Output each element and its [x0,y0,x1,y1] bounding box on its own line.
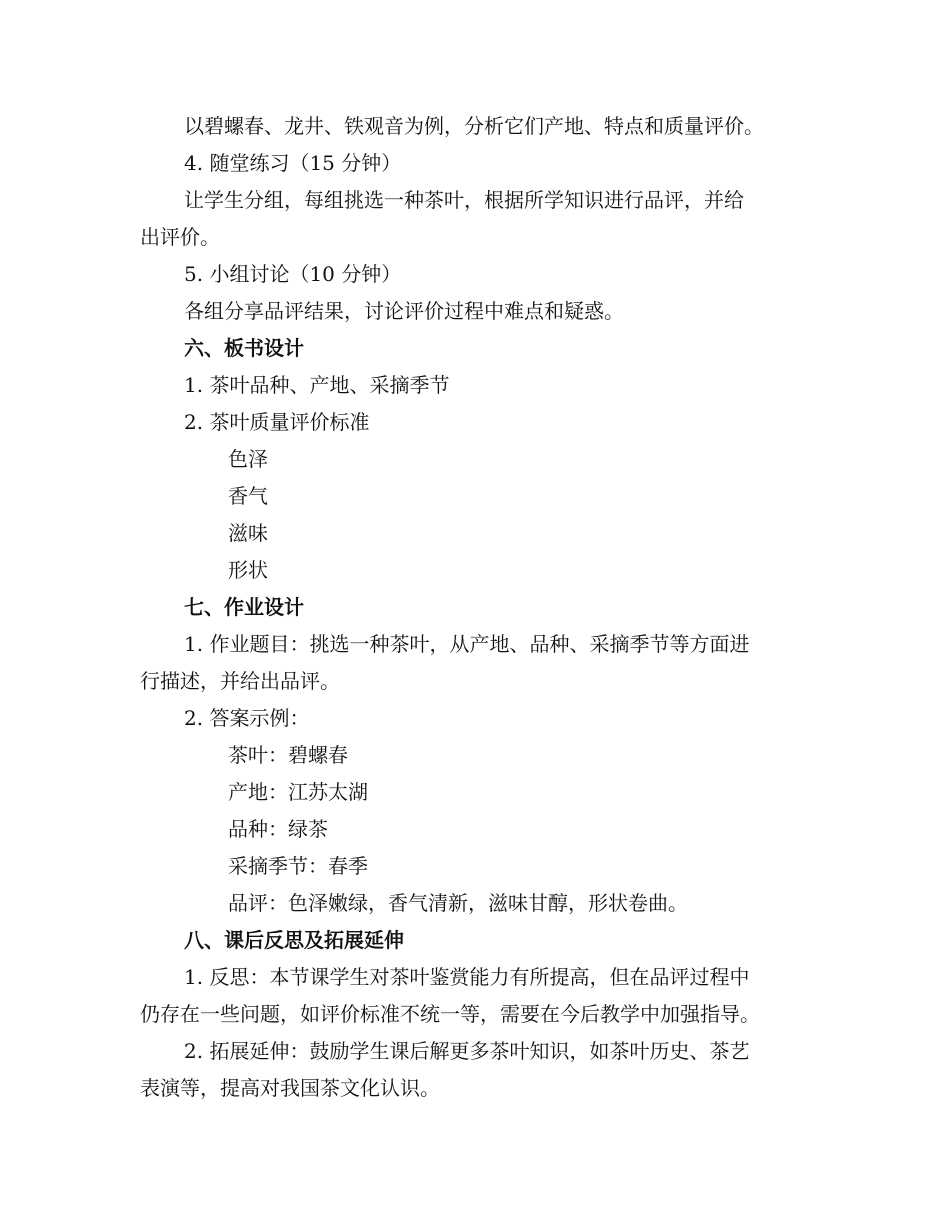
answer-tea: 茶叶：碧螺春 [228,743,348,767]
answer-season: 采摘季节：春季 [228,854,368,878]
reflection-line-2: 仍存在一些问题，如评价标准不统一等，需要在今后教学中加强指导。 [140,1002,760,1026]
item-in-class-practice: 4. 随堂练习（15 分钟） [184,151,402,175]
criterion-shape: 形状 [228,558,268,582]
answer-review: 品评：色泽嫩绿，香气清新，滋味甘醇，形状卷曲。 [228,891,688,915]
reflection-line-1: 1. 反思：本节课学生对茶叶鉴赏能力有所提高，但在品评过程中 [184,965,750,989]
criterion-aroma: 香气 [228,484,268,508]
board-item-1: 1. 茶叶品种、产地、采摘季节 [184,373,450,397]
item-group-discussion: 5. 小组讨论（10 分钟） [184,262,402,286]
criterion-taste: 滋味 [228,521,268,545]
heading-homework-design: 七、作业设计 [184,595,304,619]
answer-variety: 品种：绿茶 [228,817,328,841]
paragraph-analysis-examples: 以碧螺春、龙井、铁观音为例，分析它们产地、特点和质量评价。 [184,114,764,138]
paragraph-discussion: 各组分享品评结果，讨论评价过程中难点和疑惑。 [184,299,624,323]
homework-item-1-line-2: 行描述，并给出品评。 [140,669,340,693]
extension-line-2: 表演等，提高对我国茶文化认识。 [140,1076,440,1100]
homework-item-2: 2. 答案示例： [184,706,310,730]
homework-item-1-line-1: 1. 作业题目：挑选一种茶叶，从产地、品种、采摘季节等方面进 [184,632,750,656]
criterion-color: 色泽 [228,447,268,471]
answer-origin: 产地：江苏太湖 [228,780,368,804]
paragraph-practice-line-1: 让学生分组，每组挑选一种茶叶，根据所学知识进行品评，并给 [184,188,744,212]
extension-line-1: 2. 拓展延伸：鼓励学生课后解更多茶叶知识，如茶叶历史、茶艺 [184,1039,750,1063]
board-item-2: 2. 茶叶质量评价标准 [184,410,370,434]
paragraph-practice-line-2: 出评价。 [140,225,220,249]
heading-board-design: 六、板书设计 [184,336,304,360]
heading-reflection-extension: 八、课后反思及拓展延伸 [184,928,404,952]
